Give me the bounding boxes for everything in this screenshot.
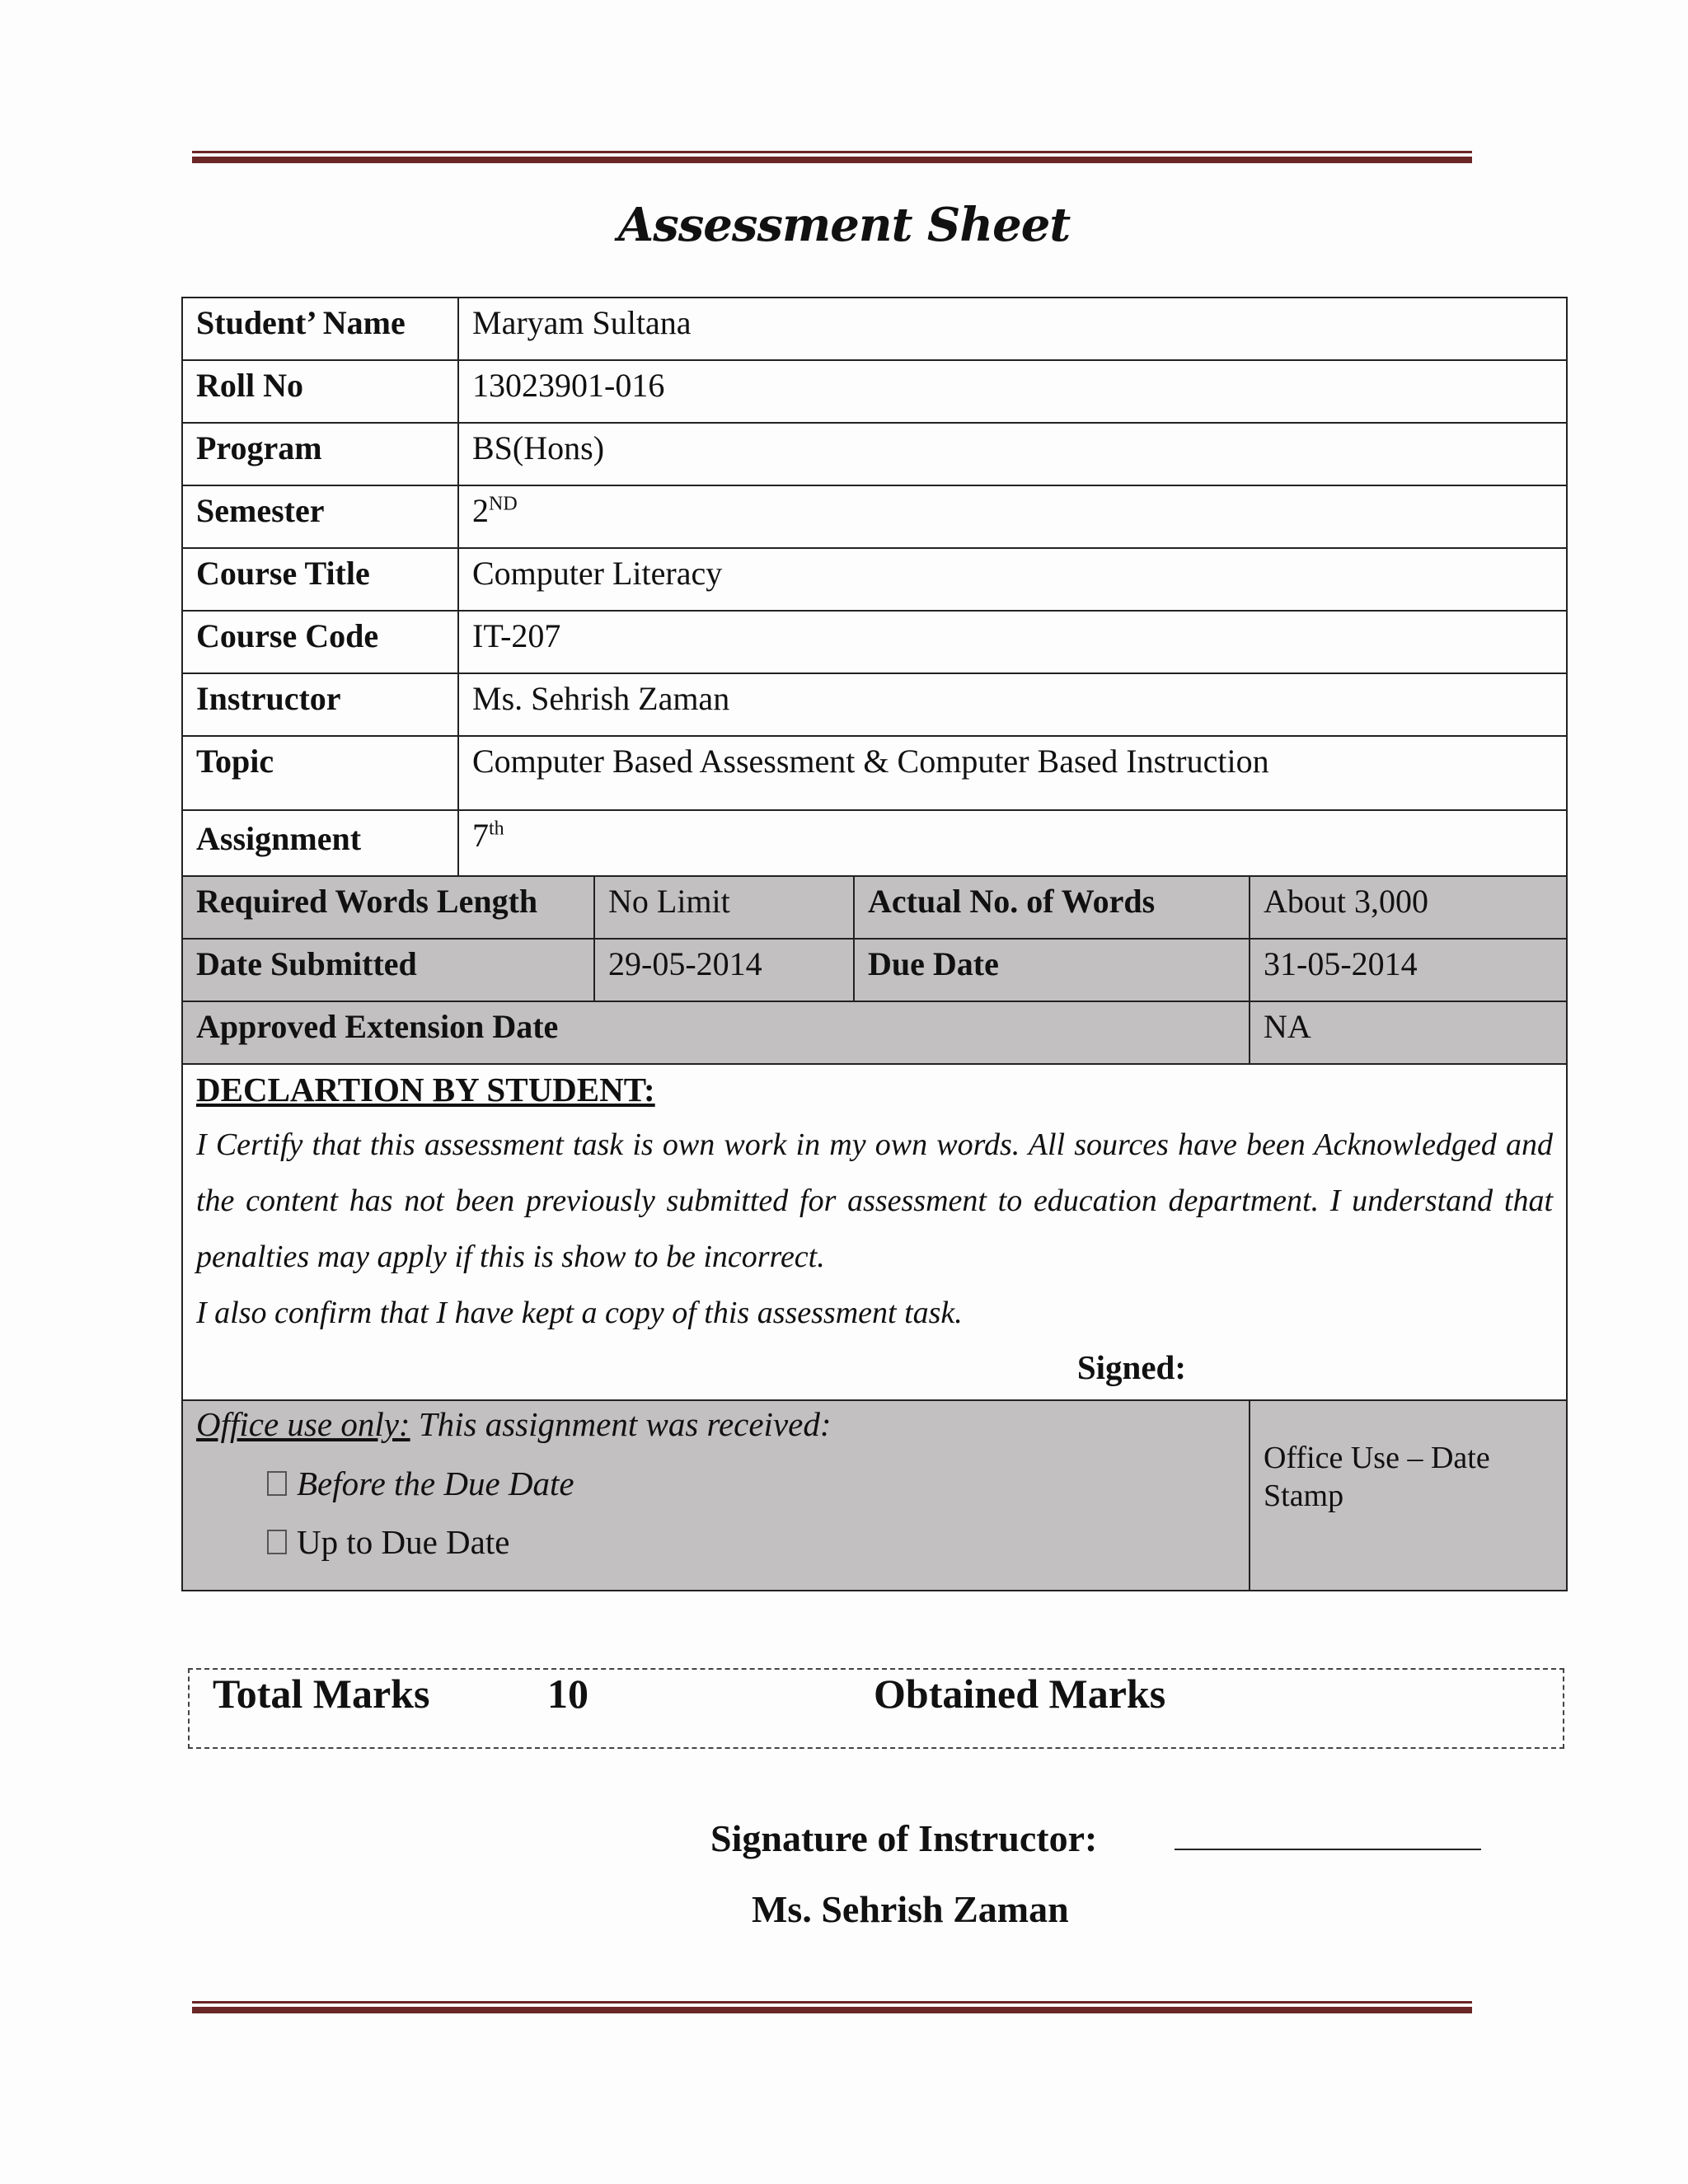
top-rule	[192, 151, 1472, 163]
row-office	[182, 1400, 1567, 1591]
semester-value: 2ND	[458, 485, 1567, 548]
actual-words-value: About 3,000	[1250, 876, 1567, 939]
row-course-title	[182, 548, 1567, 611]
instructor-name: Ms. Sehrish Zaman	[752, 1888, 1069, 1930]
checkbox-icon[interactable]	[267, 1530, 287, 1554]
office-use-label: Office use only:	[196, 1405, 410, 1444]
student-name-label: Student’ Name	[182, 298, 458, 360]
date-stamp-label: Office Use – Date Stamp	[1264, 1441, 1490, 1513]
program-value: BS(Hons)	[458, 423, 1567, 485]
option-up-to-due[interactable]	[267, 1522, 1236, 1563]
date-submitted-label: Date Submitted	[182, 939, 594, 1001]
required-words-label: Required Words Length	[182, 876, 594, 939]
total-marks-label: Total Marks	[213, 1671, 430, 1717]
row-declaration	[182, 1064, 1567, 1400]
due-date-value: 31-05-2014	[1250, 939, 1567, 1001]
row-instructor	[182, 673, 1567, 736]
semester-suffix: ND	[489, 493, 518, 515]
checkbox-icon[interactable]	[267, 1471, 287, 1496]
marks-box	[188, 1668, 1564, 1749]
assessment-table	[181, 297, 1568, 1591]
roll-no-label: Roll No	[182, 360, 458, 423]
date-stamp-cell	[1250, 1400, 1567, 1591]
office-use-cell	[182, 1400, 1250, 1591]
declaration-cell	[182, 1064, 1567, 1400]
course-code-label: Course Code	[182, 611, 458, 673]
course-title-value: Computer Literacy	[458, 548, 1567, 611]
extension-label: Approved Extension Date	[182, 1001, 1250, 1064]
required-words-value: No Limit	[594, 876, 854, 939]
date-submitted-value: 29-05-2014	[594, 939, 854, 1001]
assignment-suffix: th	[489, 818, 504, 840]
course-title-label: Course Title	[182, 548, 458, 611]
office-use-text: This assignment was received:	[410, 1405, 832, 1444]
actual-words-label: Actual No. of Words	[854, 876, 1250, 939]
row-roll-no	[182, 360, 1567, 423]
row-course-code	[182, 611, 1567, 673]
row-program	[182, 423, 1567, 485]
signature-line[interactable]	[1175, 1849, 1481, 1850]
due-date-label: Due Date	[854, 939, 1250, 1001]
program-label: Program	[182, 423, 458, 485]
row-words	[182, 876, 1567, 939]
option-before-due-label: Before the Due Date	[297, 1464, 574, 1502]
row-student-name	[182, 298, 1567, 360]
instructor-value: Ms. Sehrish Zaman	[458, 673, 1567, 736]
obtained-marks-label: Obtained Marks	[874, 1671, 1166, 1717]
option-before-due[interactable]	[267, 1464, 1236, 1504]
row-topic	[182, 736, 1567, 810]
row-extension	[182, 1001, 1567, 1064]
student-name-value: Maryam Sultana	[458, 298, 1567, 360]
row-semester	[182, 485, 1567, 548]
semester-label: Semester	[182, 485, 458, 548]
option-up-to-due-label: Up to Due Date	[297, 1522, 510, 1561]
declaration-heading: DECLARTION BY STUDENT:	[196, 1071, 655, 1108]
page-title: Assessment Sheet	[617, 198, 1071, 252]
declaration-text	[196, 1117, 1553, 1341]
topic-value: Computer Based Assessment & Computer Based Instruction	[458, 736, 1567, 810]
declaration-paragraph-2: I also confirm that I have kept a copy of this assessment task.	[196, 1296, 963, 1331]
roll-no-value: 13023901-016	[458, 360, 1567, 423]
row-assignment	[182, 810, 1567, 876]
bottom-rule	[192, 2001, 1472, 2013]
signed-label: Signed:	[1076, 1348, 1186, 1387]
topic-label: Topic	[182, 736, 458, 810]
total-marks-value: 10	[547, 1671, 588, 1717]
assignment-label: Assignment	[182, 810, 458, 876]
row-dates	[182, 939, 1567, 1001]
assignment-value: 7th	[458, 810, 1567, 876]
course-code-value: IT-207	[458, 611, 1567, 673]
signature-label: Signature of Instructor:	[710, 1817, 1098, 1859]
extension-value: NA	[1250, 1001, 1567, 1064]
instructor-label: Instructor	[182, 673, 458, 736]
declaration-paragraph-1: I Certify that this assessment task is own work in my own words. All sources have been Acknowledged and the content has not been previously submitted for assessment to education department. I understand that penalties may apply if this is show to be incorrect.	[196, 1127, 1553, 1275]
